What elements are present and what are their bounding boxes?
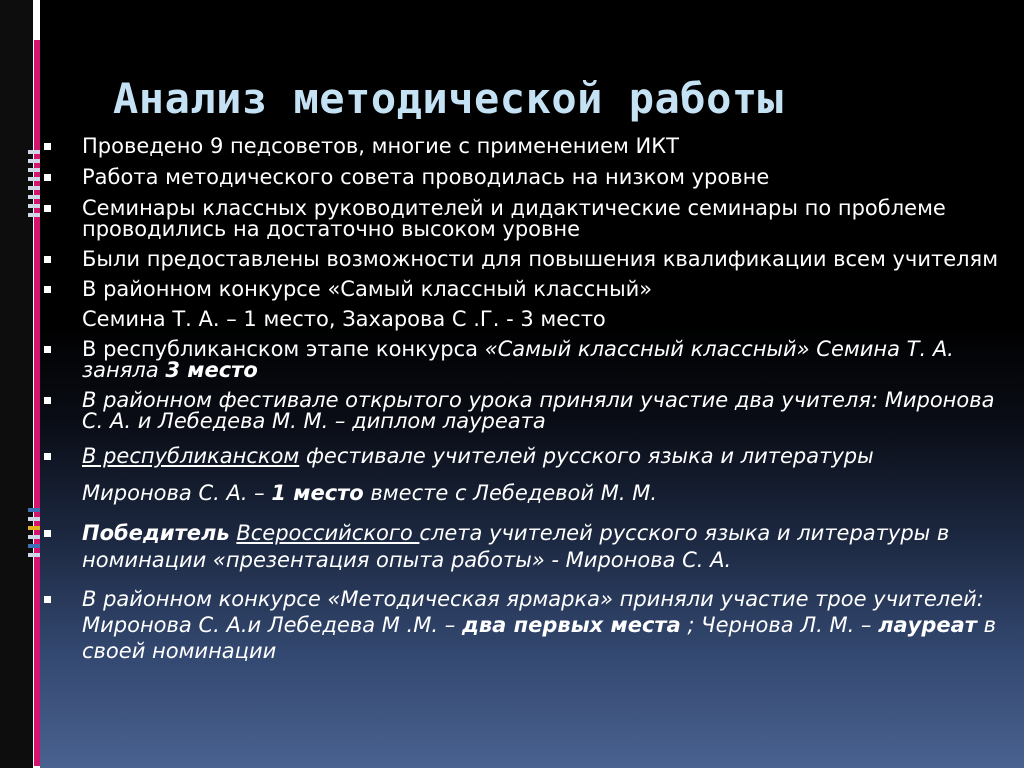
list-item xyxy=(44,520,1009,574)
bullet-icon xyxy=(44,530,51,537)
bullet-icon xyxy=(44,205,51,212)
item-text-italic: «Самый классный классный» Семина Т. А. заняла xyxy=(82,337,954,382)
item-text-bold: Победитель xyxy=(82,521,230,545)
list-item-continuation xyxy=(44,483,1009,504)
list-item xyxy=(44,390,1009,432)
item-text-bold: лауреат xyxy=(878,613,977,637)
item-text-bold: два первых места xyxy=(461,613,681,637)
list-item xyxy=(44,198,1009,240)
left-dark-band xyxy=(0,0,33,768)
bullet-icon xyxy=(44,174,51,181)
list-item xyxy=(44,339,1009,381)
bullet-icon xyxy=(44,453,51,460)
item-text: в своей номинации xyxy=(82,613,997,663)
item-text-underlined: Всероссийского xyxy=(236,521,420,545)
item-text: ; Чернова Л. М. – xyxy=(680,613,879,637)
item-text: слета учителей русского языка и литературы в номинации «презентация опыта работы» - Миронова С. А. xyxy=(82,521,950,572)
item-text: Проведено 9 педсоветов, многие с применением ИКТ xyxy=(82,134,679,158)
item-text: Семина Т. А. – 1 место, Захарова С .Г. - 3 место xyxy=(82,307,606,331)
decorative-stripes-upper xyxy=(28,150,40,222)
list-item xyxy=(44,279,1009,300)
item-text: В районном конкурсе «Самый классный классный» xyxy=(82,277,653,301)
list-item xyxy=(44,586,1009,664)
item-text: Работа методического совета проводилась на низком уровне xyxy=(82,165,770,189)
item-text-bold: 1 место xyxy=(271,481,364,505)
pink-accent-line xyxy=(34,40,40,766)
list-item-continuation xyxy=(44,309,1009,330)
item-text: фестивале учителей русского языка и литературы xyxy=(299,444,874,468)
item-text: В районном конкурсе «Методическая ярмарка» приняли участие трое учителей: Миронова С. А.и Лебедева М .М. – xyxy=(82,587,984,637)
bullet-icon xyxy=(44,256,51,263)
item-text: Были предоставлены возможности для повышения квалификации всем учителям xyxy=(82,247,999,271)
slide-title: Анализ методической работы xyxy=(113,74,784,123)
item-text: Миронова С. А. – xyxy=(82,481,272,505)
bullet-list xyxy=(44,136,1009,664)
bullet-icon xyxy=(44,596,51,603)
item-text-bold: 3 место xyxy=(165,358,258,382)
bullet-icon xyxy=(44,346,51,353)
list-item xyxy=(44,249,1009,270)
item-text: В районном фестивале открытого урока приняли участие два учителя: Миронова С. А. и Лебедева М. М. – диплом лауреата xyxy=(82,388,995,433)
item-text: вместе с Лебедевой М. М. xyxy=(363,481,657,505)
list-item xyxy=(44,167,1009,188)
bullet-icon xyxy=(44,286,51,293)
item-text: Семинары классных руководителей и дидактические семинары по проблеме проводились на достаточно высоком уровне xyxy=(82,196,946,241)
bullet-icon xyxy=(44,397,51,404)
bullet-icon xyxy=(44,143,51,150)
list-item xyxy=(44,446,1009,467)
decorative-stripes-lower xyxy=(28,508,40,562)
item-text: В республиканском этапе конкурса xyxy=(82,337,485,361)
item-text-underlined: В республиканском xyxy=(82,444,300,468)
list-item xyxy=(44,136,1009,157)
